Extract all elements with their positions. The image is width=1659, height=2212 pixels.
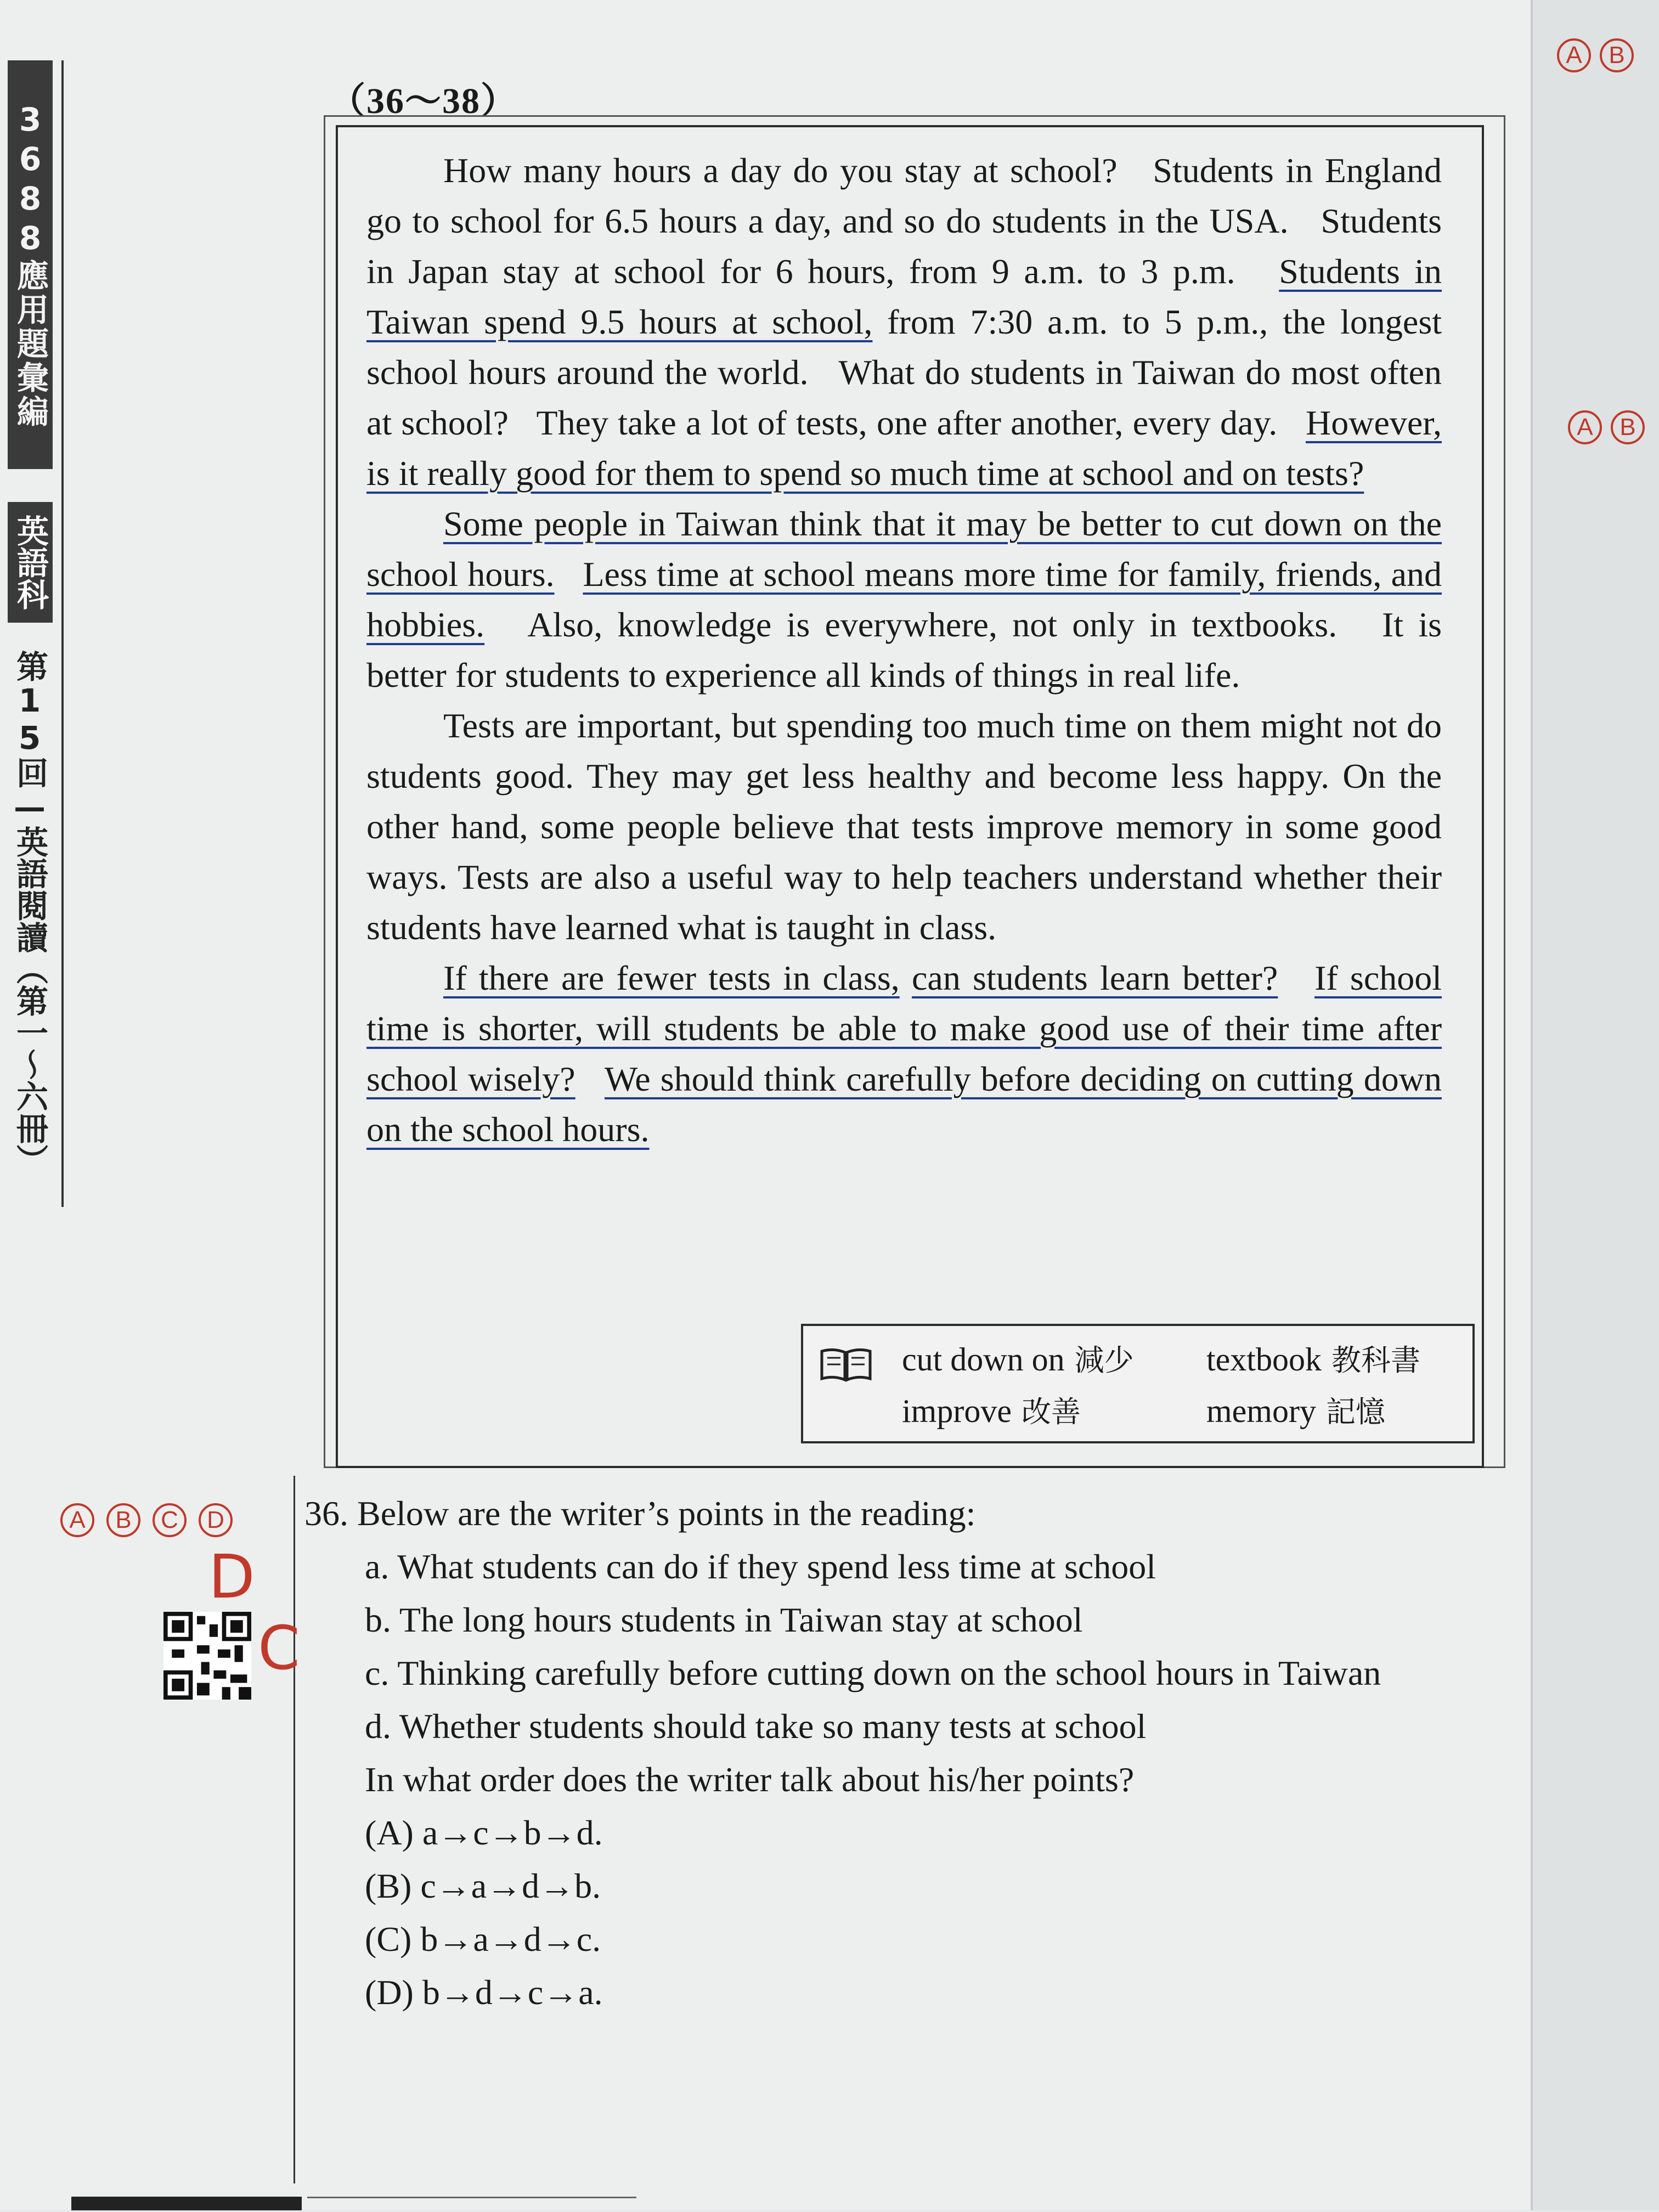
adjacent-page-edge [1531, 0, 1659, 2210]
question-ask: In what order does the writer talk about his/her points? [365, 1760, 1135, 1799]
vocab-item [1206, 1387, 1462, 1436]
underlined-sentence: Students in Taiwan spend 9.5 hours at school, [366, 252, 1442, 341]
underlined-sentence: can students learn better? [912, 958, 1278, 997]
vocab-item [902, 1336, 1206, 1384]
bubble-a[interactable]: A [1557, 38, 1591, 72]
question-number: 36. [304, 1494, 348, 1533]
vocab-zh: 減少 [1074, 1343, 1134, 1378]
vocab-en: memory [1206, 1393, 1316, 1429]
bubble-a[interactable]: A [1568, 410, 1602, 444]
footer-rule [307, 2197, 636, 2212]
underlined-sentence: Some people in Taiwan think that it may be better to cut down on the school hours. [366, 504, 1442, 594]
point-item: a. What students can do if they spend less time at school [365, 1547, 1156, 1586]
footer-bar [71, 2197, 302, 2210]
option-c[interactable]: (C) b→a→d→c. [365, 1920, 601, 1959]
vocab-zh: 改善 [1021, 1395, 1081, 1429]
side-answer-bubbles-mid [1568, 410, 1645, 444]
point-item: d. Whether students should take so many tests at school [365, 1707, 1147, 1746]
sentence: It is better for students to experience all kinds of things in real life. [366, 605, 1442, 695]
book-spine-tab [8, 60, 53, 1207]
sentence: Students in Japan stay at school for 6 hours, from 9 a.m. to 3 p.m. [366, 201, 1442, 291]
paragraph-2 [366, 499, 1442, 701]
vocabulary-box [801, 1324, 1475, 1443]
vocab-list [902, 1336, 1462, 1436]
option-a[interactable]: (A) a→c→b→d. [365, 1813, 603, 1852]
point-item: b. The long hours students in Taiwan stay at school [365, 1600, 1083, 1639]
vocab-item [902, 1387, 1206, 1436]
question-stem [304, 1487, 1528, 1540]
option-b[interactable]: (B) c→a→d→b. [365, 1866, 601, 1905]
paragraph-4 [366, 953, 1442, 1155]
side-answer-bubbles-top [1557, 38, 1634, 72]
handwritten-mark: C [258, 1613, 300, 1683]
spine-book-title: 3688應用題彙編 [8, 60, 53, 469]
question-margin-divider [294, 1476, 295, 2183]
paragraph-1 [366, 145, 1442, 499]
sentence: They take a lot of tests, one after another, every day. [536, 403, 1278, 442]
bubble-b[interactable]: B [106, 1503, 140, 1537]
book-icon [820, 1347, 872, 1382]
sentence: Students in England go to school for 6.5 hours a day, and so do students in the USA. [366, 151, 1442, 240]
bubble-d[interactable]: D [199, 1503, 233, 1537]
spine-subject: 英語科 [8, 502, 53, 623]
sentence: Also, knowledge is everywhere, not only in textbooks. [527, 605, 1338, 644]
paragraph-3: Tests are important, but spending too much time on them might not do students good. They may get less healthy and become less happy. On the other hand, some people believe that tests improve memory in some good ways. Tests are also a useful way to help teachers understand whether their students have learned what is taught in class. [366, 706, 1442, 947]
point-item: c. Thinking carefully before cutting down on the school hours in Taiwan [365, 1654, 1381, 1692]
vocab-en: improve [902, 1393, 1012, 1429]
vocab-zh: 教科書 [1331, 1343, 1420, 1378]
answer-bubbles [60, 1503, 233, 1537]
vocab-en: textbook [1206, 1341, 1322, 1378]
section-label: （36～38） [329, 81, 518, 121]
qr-code-icon [163, 1612, 251, 1700]
spine-chapter: 第15回—英語閱讀（第一～六冊） [11, 650, 48, 1176]
question-prompt: Below are the writer’s points in the reading: [357, 1494, 976, 1533]
vocab-en: cut down on [902, 1341, 1065, 1378]
bubble-b[interactable]: B [1611, 410, 1645, 444]
bubble-c[interactable]: C [153, 1503, 187, 1537]
underlined-sentence: Less time at school means more time for family, friends, and hobbies. [366, 555, 1442, 644]
underlined-sentence: If there are fewer tests in class, [443, 958, 900, 997]
underlined-sentence: If school time is shorter, will students be able to make good use of their time after school wisely? [366, 958, 1442, 1098]
underlined-sentence: However, is it really good for them to spend so much time at school and on tests? [366, 403, 1442, 493]
option-d[interactable]: (D) b→d→c→a. [365, 1973, 603, 2012]
vocab-item [1206, 1336, 1462, 1384]
handwritten-mark: D [208, 1542, 255, 1612]
bubble-a[interactable]: A [60, 1503, 94, 1537]
sentence: How many hours a day do you stay at school? [443, 151, 1118, 190]
spine-divider [61, 60, 64, 1207]
underlined-sentence: We should think carefully before deciding on cutting down on the school hours. [366, 1059, 1442, 1149]
vocab-zh: 記憶 [1325, 1395, 1385, 1429]
sentence: from 7:30 a.m. to 5 p.m., the longest school hours around the world. [366, 302, 1442, 392]
bubble-b[interactable]: B [1600, 38, 1634, 72]
reading-passage [366, 145, 1442, 1155]
question-36 [304, 1487, 1528, 2019]
sentence: What do students in Taiwan do most often at school? [366, 353, 1442, 442]
